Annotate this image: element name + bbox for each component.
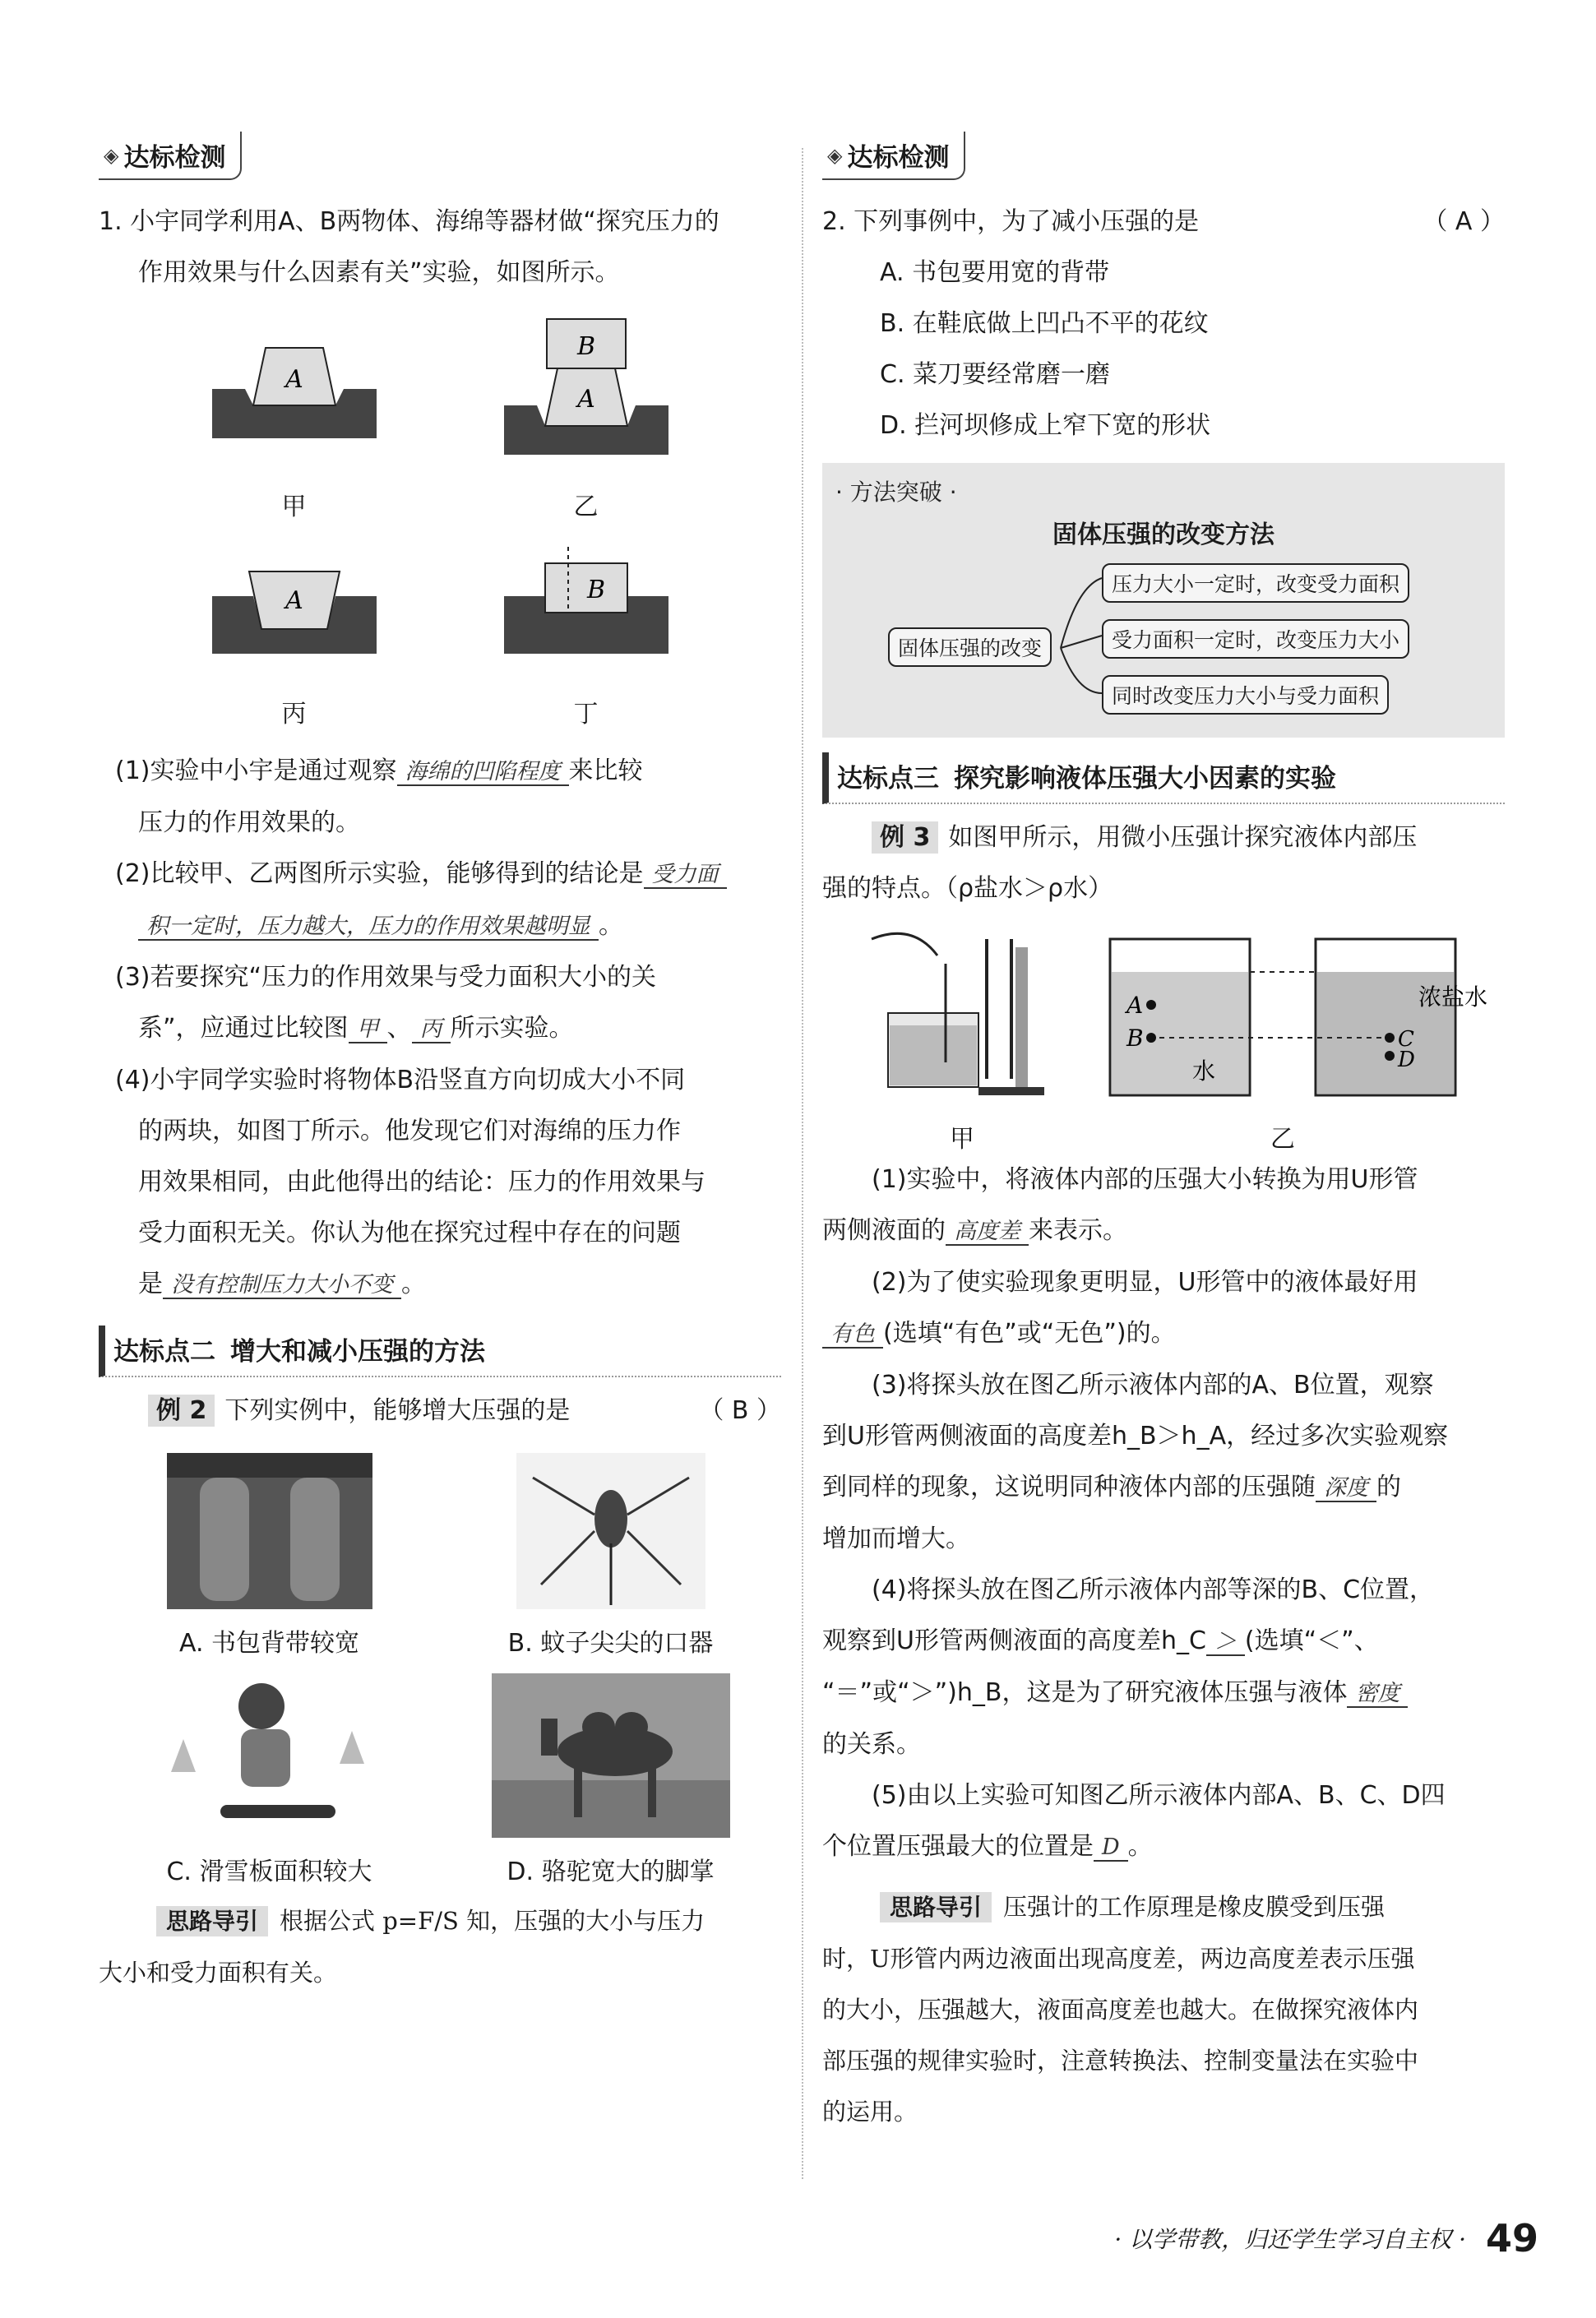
diamond-icon: ◈ <box>104 143 119 167</box>
figure-bing <box>148 547 440 729</box>
photo-caption: D. 骆驼宽大的脚掌 <box>507 1858 715 1886</box>
photo-caption: B. 蚊子尖尖的口器 <box>507 1629 714 1658</box>
ex3-part3-l4: 增加而增大。 <box>822 1525 970 1553</box>
q1-part2: (2)比较甲、乙两图所示实验，能够得到的结论是 受力面 <box>99 849 781 900</box>
svg-text:B: B <box>576 332 595 361</box>
snowboarder-image <box>163 1673 377 1838</box>
sponge-diagram <box>496 315 677 479</box>
ex3-part1-cont: 两侧液面的 高度差 来表示。 <box>822 1216 1127 1245</box>
q1-part4-l4: 受力面积无关。你认为他在探究过程中存在的问题 <box>138 1219 681 1247</box>
section-header-label: 达标检测 <box>847 143 950 173</box>
hint-2: 思路导引 根据公式 p=F/S 知，压强的大小与压力 <box>99 1895 781 1947</box>
example-3: 例 3 如图甲所示，用微小压强计探究液体内部压 <box>822 812 1505 863</box>
hint-3-l2: 时，U形管内两边液面出现高度差，两边高度差表示压强 <box>822 1945 1415 1973</box>
beakers-diagram <box>1102 923 1488 1112</box>
answer-blank: 丙 <box>412 1016 451 1043</box>
q1-part2-cont: 积一定时，压力越大，压力的作用效果越明显 。 <box>99 900 781 952</box>
example-3-figures <box>863 923 1505 1154</box>
ex3-part4: (4)将探头放在图乙所示液体内部等深的B、C位置， <box>872 1575 1435 1604</box>
answer-blank: 没有控制压力大小不变 <box>163 1272 401 1299</box>
svg-text:浓盐水: 浓盐水 <box>1418 983 1488 1011</box>
q1-part4: (4)小宇同学实验时将物体B沿竖直方向切成大小不同 <box>115 1066 686 1094</box>
answer-blank: 高度差 <box>946 1219 1029 1246</box>
ex3-part3-l2: 到U形管两侧液面的高度差h_B＞h_A，经过多次实验观察 <box>822 1422 1449 1450</box>
figure-label: 乙 <box>573 493 599 521</box>
q1-part4-l3: 用效果相同，由此他得出的结论：压力的作用效果与 <box>138 1168 705 1196</box>
svg-text:B: B <box>586 576 605 604</box>
right-column <box>822 132 1505 2137</box>
column-divider <box>802 148 803 2179</box>
photo-camel <box>440 1673 781 1887</box>
choice-d: D. 拦河坝修成上窄下宽的形状 <box>880 411 1211 440</box>
photo-caption: A. 书包背带较宽 <box>178 1629 360 1658</box>
method-tag: · 方法突破 · <box>835 479 957 506</box>
backpack-image <box>167 1453 372 1609</box>
choice-c: C. 菜刀要经常磨一磨 <box>880 360 1111 389</box>
svg-text:A: A <box>285 365 303 394</box>
example-2: 例 2 下列实例中，能够增大压强的是 （ B ） <box>99 1386 781 1437</box>
example-2-photos <box>99 1453 781 1887</box>
sponge-diagram <box>496 547 677 687</box>
page-number: 49 <box>1485 2216 1538 2260</box>
ex3-part3-l3: 到同样的现象，这说明同种液体内部的压强随 深度 的 <box>822 1473 1401 1501</box>
q1-part4-l5: 是 没有控制压力大小不变 。 <box>138 1270 426 1298</box>
knowledge-point-3: 达标点三 探究影响液体压强大小因素的实验 <box>822 752 1505 804</box>
figure-label: 乙 <box>1270 1125 1295 1154</box>
q1-text: 1. 小宇同学利用A、B两物体、海绵等器材做“探究压力的 <box>99 207 719 236</box>
method-title: 固体压强的改变方法 <box>1052 521 1274 549</box>
figure-jia <box>863 923 1061 1154</box>
svg-text:B: B <box>1126 1025 1144 1052</box>
method-box <box>822 463 1505 738</box>
hint-3: 思路导引 压强计的工作原理是橡皮膜受到压强 <box>822 1881 1505 1933</box>
q1-part1-cont: 压力的作用效果的。 <box>138 808 360 837</box>
answer-blank: 积一定时，压力越大，压力的作用效果越明显 <box>138 914 599 941</box>
sponge-diagram <box>204 315 385 479</box>
svg-text:D: D <box>1398 1048 1415 1072</box>
figure-label: 丁 <box>573 700 599 729</box>
figure-yi <box>1102 923 1488 1154</box>
ex3-part4-l2: 观察到U形管两侧液面的高度差h_C ＞ (选填“＜”、 <box>822 1626 1379 1655</box>
q1-part3-cont: 系”，应通过比较图 甲 、 丙 所示实验。 <box>138 1014 574 1043</box>
svg-text:A: A <box>285 586 303 615</box>
ex3-part4-l4: 的关系。 <box>822 1730 921 1759</box>
answer-blank: 海绵的凹陷程度 <box>397 759 569 786</box>
answer-blank: 受力面 <box>644 862 727 889</box>
q1-part3: (3)若要探究“压力的作用效果与受力面积大小的关 <box>115 963 657 992</box>
ex3-part2-cont: 有色 (选填“有色”或“无色”)的。 <box>822 1308 1505 1360</box>
answer-blank: 甲 <box>349 1016 387 1043</box>
q1-text-cont: 作用效果与什么因素有关”实验，如图所示。 <box>138 258 620 287</box>
left-column <box>99 132 781 1998</box>
ex3-part1: (1)实验中，将液体内部的压强大小转换为用U形管 <box>872 1165 1418 1194</box>
figure-ding <box>440 547 732 729</box>
answer-blank: 密度 <box>1347 1681 1408 1708</box>
method-item: 压力大小一定时，改变受力面积 <box>1102 563 1409 603</box>
section-header <box>99 132 242 180</box>
method-item: 同时改变压力大小与受力面积 <box>1102 675 1389 715</box>
sponge-diagram <box>204 547 385 687</box>
example-3-cont: 强的特点。（ρ盐水＞ρ水） <box>822 874 1113 903</box>
ex3-part3: (3)将探头放在图乙所示液体内部的A、B位置，观察 <box>872 1371 1434 1400</box>
figure-jia <box>148 315 440 522</box>
diamond-icon: ◈ <box>827 143 843 167</box>
photo-caption: C. 滑雪板面积较大 <box>166 1858 372 1886</box>
hint-2-cont: 大小和受力面积有关。 <box>99 1959 338 1987</box>
svg-text:水: 水 <box>1192 1057 1216 1085</box>
photo-skier <box>99 1673 440 1887</box>
figure-yi <box>440 315 732 522</box>
knowledge-point-2: 达标点二 增大和减小压强的方法 <box>99 1326 781 1377</box>
photo-backpack <box>99 1453 440 1659</box>
section-header-label: 达标检测 <box>123 143 226 173</box>
ex3-part4-l3: “＝”或“＞”)h_B，这是为了研究液体压强与液体 密度 <box>822 1668 1505 1719</box>
figure-label: 丙 <box>281 700 307 729</box>
svg-text:A: A <box>1126 992 1144 1019</box>
page-footer <box>1114 2216 1538 2260</box>
answer-blank: 有色 <box>822 1321 883 1349</box>
q1-part4-l2: 的两块，如图丁所示。他发现它们对海绵的压力作 <box>138 1117 681 1145</box>
figure-label: 甲 <box>950 1125 974 1154</box>
photo-mosquito <box>440 1453 781 1659</box>
q1-figures <box>148 315 732 729</box>
svg-text:A: A <box>576 385 595 414</box>
answer-blank: ＞ <box>1206 1629 1245 1656</box>
method-item: 受力面积一定时，改变压力大小 <box>1102 619 1409 659</box>
svg-text:C: C <box>1398 1027 1414 1052</box>
q2-text: 2. 下列事例中，为了减小压强的是 （ A ） <box>822 207 1505 236</box>
answer-blank: D <box>1094 1835 1128 1862</box>
ex3-part5-l2: 个位置压强最大的位置是 D 。 <box>822 1832 1153 1861</box>
hint-3-l3: 的大小，压强越大，液面高度差也越大。在做探究液体内 <box>822 1996 1419 2024</box>
section-header <box>822 132 965 180</box>
hint-3-l5: 的运用。 <box>822 2098 918 2126</box>
figure-label: 甲 <box>281 493 307 521</box>
ex3-part5: (5)由以上实验可知图乙所示液体内部A、B、C、D四 <box>872 1781 1446 1810</box>
footer-slogan: · 以学带教，归还学生学习自主权 · <box>1114 2226 1466 2253</box>
camel-image <box>492 1673 730 1838</box>
hint-3-l4: 部压强的规律实验时，注意转换法、控制变量法在实验中 <box>822 2047 1419 2075</box>
choice-b: B. 在鞋底做上凹凸不平的花纹 <box>880 309 1209 338</box>
pressure-gauge-diagram <box>863 923 1061 1112</box>
answer-blank: 深度 <box>1316 1475 1376 1502</box>
method-center: 固体压强的改变 <box>888 627 1052 667</box>
ex3-part2: (2)为了使实验现象更明显，U形管中的液体最好用 <box>872 1268 1418 1297</box>
mosquito-image <box>516 1453 705 1609</box>
choice-a: A. 书包要用宽的背带 <box>880 258 1110 287</box>
q1-part1: (1)实验中小宇是通过观察 海绵的凹陷程度 来比较 <box>115 756 643 785</box>
